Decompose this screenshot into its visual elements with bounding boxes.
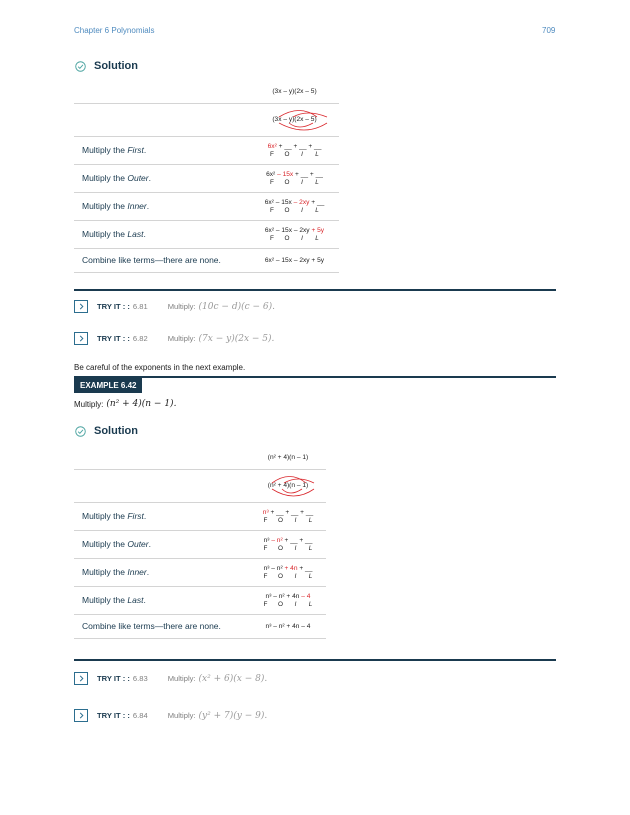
step-label: Multiply the Inner. [74, 192, 250, 220]
solution-label: Solution [94, 425, 138, 437]
solution-heading [75, 425, 138, 437]
table-row [74, 502, 326, 530]
try-it-6-81 [74, 300, 275, 313]
step-label: Multiply the Inner. [74, 558, 250, 586]
example-prompt-label: Multiply: [74, 399, 104, 409]
step-expression: 6x² – 15x + __ + __ F O I L [250, 164, 339, 192]
example-prompt [74, 399, 176, 409]
combine-label: Combine like terms—there are none. [74, 248, 250, 272]
chevron-right-icon [78, 675, 85, 682]
try-it-number: 6.83 [132, 674, 148, 683]
example-badge: EXAMPLE 6.42 [74, 378, 142, 393]
chevron-right-icon [78, 335, 85, 342]
foil-arrow-diagram [250, 469, 326, 502]
table-row [74, 558, 326, 586]
solution-label: Solution [94, 60, 138, 72]
try-it-prompt: Multiply: [167, 674, 196, 683]
check-circle-icon [75, 61, 86, 72]
foil-table-2 [74, 446, 326, 639]
chevron-right-icon [78, 303, 85, 310]
step-expression: 6x² – 15x – 2xy + 5y F O I L [250, 220, 339, 248]
arrow-row-expression: (3x – y)(2x – 5) [272, 116, 317, 123]
foil-letters: F O I L [263, 544, 313, 552]
step-expression: 6x² + __ + __ + __ F O I L [250, 136, 339, 164]
table-row [74, 103, 339, 136]
arrow-row-expression: (n² + 4)(n – 1) [267, 482, 309, 489]
table-row [74, 164, 339, 192]
foil-letters: F O I L [270, 234, 319, 242]
try-it-label: TRY IT : : [97, 334, 130, 343]
step-label: Multiply the Last. [74, 586, 250, 614]
combine-label: Combine like terms—there are none. [74, 614, 250, 638]
foil-letters: F O I L [270, 206, 319, 214]
section-divider [74, 659, 556, 661]
example-divider [74, 376, 556, 378]
check-circle-icon [75, 426, 86, 437]
product-expression: (n² + 4)(n – 1) [250, 446, 326, 469]
page-number: 709 [542, 26, 556, 35]
table-row [74, 248, 339, 272]
table-row [74, 530, 326, 558]
foil-letters: F O I L [263, 600, 313, 608]
chevron-right-icon [78, 712, 85, 719]
step-label: Multiply the First. [74, 502, 250, 530]
try-it-expand-button[interactable] [74, 709, 88, 722]
try-it-6-84 [74, 709, 267, 722]
table-row [74, 136, 339, 164]
step-expression: n³ – n² + 4n – 4 F O I L [250, 586, 326, 614]
step-expression: n³ – n² + 4n + __ F O I L [250, 558, 326, 586]
foil-letters: F O I L [270, 150, 319, 158]
step-expression: 6x² – 15x – 2xy + __ F O I L [250, 192, 339, 220]
foil-arrow-diagram [250, 103, 339, 136]
combine-expression: n³ – n² + 4n – 4 [250, 614, 326, 638]
try-it-math: (7x − y)(2x − 5). [198, 333, 275, 344]
try-it-6-82 [74, 332, 274, 345]
try-it-label: TRY IT : : [97, 302, 130, 311]
try-it-number: 6.82 [132, 334, 148, 343]
chapter-title: Chapter 6 Polynomials [74, 26, 155, 35]
careful-note: Be careful of the exponents in the next example. [74, 363, 246, 372]
step-label: Multiply the Last. [74, 220, 250, 248]
step-label: Multiply the Outer. [74, 530, 250, 558]
try-it-math: (x² + 6)(x − 8). [198, 673, 268, 684]
section-divider [74, 289, 556, 291]
table-row [74, 80, 339, 103]
step-expression: n³ + __ + __ + __ F O I L [250, 502, 326, 530]
try-it-expand-button[interactable] [74, 332, 88, 345]
try-it-label: TRY IT : : [97, 674, 130, 683]
try-it-number: 6.81 [132, 302, 148, 311]
foil-letters: F O I L [263, 572, 313, 580]
table-row [74, 614, 326, 638]
table-row [74, 469, 326, 502]
foil-letters: F O I L [263, 516, 313, 524]
table-row [74, 586, 326, 614]
combine-expression: 6x² – 15x – 2xy + 5y [250, 248, 339, 272]
try-it-math: (y² + 7)(y − 9). [198, 710, 268, 721]
try-it-prompt: Multiply: [167, 711, 196, 720]
step-label: Multiply the Outer. [74, 164, 250, 192]
foil-table-1 [74, 80, 339, 273]
try-it-prompt: Multiply: [167, 334, 196, 343]
try-it-prompt: Multiply: [167, 302, 196, 311]
solution-heading [75, 60, 138, 72]
table-row [74, 192, 339, 220]
step-label: Multiply the First. [74, 136, 250, 164]
try-it-expand-button[interactable] [74, 300, 88, 313]
example-math: (n² + 4)(n − 1). [106, 399, 177, 409]
try-it-number: 6.84 [132, 711, 148, 720]
try-it-label: TRY IT : : [97, 711, 130, 720]
try-it-6-83 [74, 672, 267, 685]
try-it-math: (10c − d)(c − 6). [198, 301, 275, 312]
table-row [74, 220, 339, 248]
foil-letters: F O I L [270, 178, 319, 186]
try-it-expand-button[interactable] [74, 672, 88, 685]
step-expression: n³ – n² + __ + __ F O I L [250, 530, 326, 558]
product-expression: (3x – y)(2x – 5) [250, 80, 339, 103]
table-row [74, 446, 326, 469]
